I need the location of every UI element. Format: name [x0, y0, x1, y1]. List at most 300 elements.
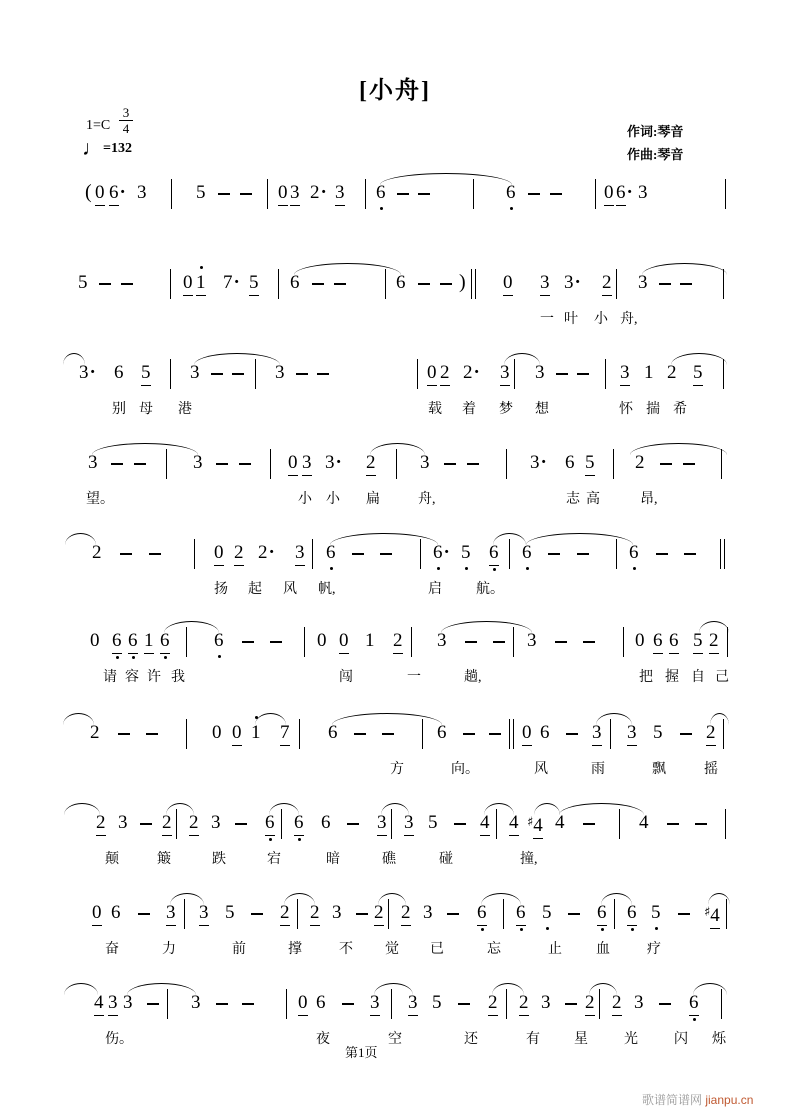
note-token [223, 272, 240, 295]
note-digit: 5 [542, 902, 552, 923]
note-token [634, 992, 644, 1015]
watermark-site-url: jianpu.cn [705, 1093, 754, 1107]
note-token [667, 362, 677, 385]
note-token [88, 452, 98, 475]
low-octave-dot [380, 207, 383, 210]
note-digit: 0 [212, 722, 222, 743]
note-digit: 3 [137, 182, 147, 203]
lyric-syllable: 觉 [385, 942, 399, 957]
note-token [516, 902, 526, 926]
note-digit: 3 [211, 812, 221, 833]
note-token [114, 362, 124, 385]
lyric-syllable: 止 [548, 942, 562, 957]
note-digit: 0 [232, 722, 242, 746]
note-digit: 3 [540, 272, 550, 296]
note-digit: 0 [214, 542, 224, 566]
slur-arc [596, 713, 632, 725]
note-token [522, 542, 532, 565]
note-token [428, 812, 438, 835]
note-digit: 2 [90, 722, 100, 743]
lyric-syllable: 簸 [157, 852, 171, 867]
note-digit: 2 [706, 722, 716, 746]
lyric-syllable: 雨 [591, 762, 605, 777]
note-digit: 3 [423, 902, 433, 923]
double-barline [720, 539, 725, 569]
note-token [95, 182, 105, 206]
note-digit: 1 [196, 272, 206, 296]
note-token [651, 902, 661, 925]
note-token [118, 812, 128, 835]
note-digit: 6 [565, 452, 575, 473]
slur-arc [284, 893, 315, 905]
lyric-syllable: 飘 [652, 762, 666, 777]
note-token [199, 902, 209, 926]
note-token [540, 722, 550, 745]
augmentation-dot: · [443, 542, 450, 563]
barline [623, 627, 624, 657]
note-token [339, 630, 349, 654]
barline [170, 359, 171, 389]
close-paren: ) [459, 271, 466, 293]
note-digit: 6 [290, 272, 300, 293]
note-token [704, 902, 720, 929]
note-digit: 2 [602, 272, 612, 296]
slur-arc [589, 983, 617, 995]
note-digit: 7 [223, 272, 233, 293]
note-token [489, 542, 499, 566]
note-token [196, 182, 206, 205]
slur-arc [381, 803, 409, 815]
note-digit: 2 [96, 812, 106, 836]
note-digit: 2 [234, 542, 244, 566]
note-token [604, 182, 614, 206]
barline [605, 359, 606, 389]
time-signature-denominator: 4 [122, 121, 130, 136]
low-octave-dot [633, 567, 636, 570]
note-token [365, 630, 375, 653]
duration-dash [354, 733, 366, 735]
duration-dash [134, 463, 146, 465]
duration-dash [458, 1003, 470, 1005]
note-digit: 3 [88, 452, 98, 473]
barline [186, 719, 187, 749]
note-digit: 3 [370, 992, 380, 1016]
duration-dash [149, 553, 161, 555]
note-digit: 3 [541, 992, 551, 1013]
note-digit: 3 [527, 630, 537, 651]
note-token [393, 630, 403, 654]
note-digit: 2 [393, 630, 403, 654]
note-token [461, 542, 471, 565]
note-token [653, 630, 663, 654]
slur-arc [194, 353, 280, 365]
slur-arc [630, 443, 727, 455]
composer-credit: 作曲:琴音 [627, 147, 684, 162]
note-digit: 0 [522, 722, 532, 746]
note-token [109, 182, 126, 206]
lyric-syllable: 伤。 [105, 1032, 133, 1047]
slur-arc [166, 803, 194, 815]
duration-dash [660, 463, 672, 465]
note-token [321, 812, 331, 835]
note-digit: 5 [141, 362, 151, 386]
note-digit: 2 [612, 992, 622, 1016]
note-token [527, 630, 537, 653]
note-token [108, 992, 118, 1016]
note-digit: 1 [365, 630, 375, 651]
low-octave-dot [526, 567, 529, 570]
barline [170, 269, 171, 299]
lyric-syllable: 昂, [640, 492, 658, 507]
note-digit: 6 [128, 630, 138, 654]
note-token [480, 812, 490, 836]
note-digit: 3 [620, 362, 630, 386]
note-token [302, 452, 312, 476]
note-token [597, 902, 607, 926]
lyric-syllable: 闪 [674, 1032, 688, 1047]
note-digit: 3 [634, 992, 644, 1013]
note-digit: 6 [111, 902, 121, 923]
slur-arc [170, 893, 204, 905]
sharp-accidental: ♯ [527, 815, 534, 830]
note-token [280, 722, 290, 746]
lyric-syllable: 扁 [366, 492, 380, 507]
note-digit: 3 [275, 362, 285, 383]
note-digit: 0 [90, 630, 100, 651]
note-token [404, 812, 414, 836]
note-digit: 6 [522, 542, 532, 563]
barline [270, 449, 271, 479]
barline [278, 269, 279, 299]
duration-dash [118, 733, 130, 735]
note-token [79, 362, 96, 385]
note-token [506, 182, 516, 205]
note-token [112, 630, 122, 654]
lyric-syllable: 疗 [647, 942, 661, 957]
note-digit: 3 [302, 452, 312, 476]
augmentation-dot: · [626, 182, 633, 203]
duration-dash [240, 193, 252, 195]
lyric-syllable: 希 [673, 402, 687, 417]
barline [506, 449, 507, 479]
duration-dash [583, 641, 595, 643]
note-digit: 2 [258, 542, 268, 563]
note-digit: 6 [506, 182, 516, 203]
lyric-syllable: 一 [540, 312, 554, 327]
lyric-syllable: 还 [464, 1032, 478, 1047]
quarter-note-icon: ♩ [82, 136, 103, 160]
slur-arc [64, 983, 98, 995]
lyric-syllable: 舟, [418, 492, 436, 507]
note-digit: 3 [638, 182, 648, 203]
slur-arc [710, 713, 729, 725]
duration-dash [684, 553, 696, 555]
duration-dash [232, 373, 244, 375]
note-token [144, 630, 154, 654]
note-digit: 4 [555, 812, 565, 833]
note-digit: 6 [597, 902, 607, 926]
lyric-syllable: 航。 [476, 582, 504, 597]
note-token [420, 452, 430, 475]
note-token [669, 630, 679, 654]
duration-dash [680, 733, 692, 735]
sharp-accidental: ♯ [704, 905, 711, 920]
lyric-syllable: 己 [715, 670, 729, 685]
slur-arc [294, 263, 401, 275]
note-token [332, 902, 342, 925]
note-token [509, 812, 519, 836]
duration-dash [440, 283, 452, 285]
note-digit: 6 [489, 542, 499, 566]
note-token [693, 630, 703, 654]
note-token [317, 630, 327, 653]
duration-dash [312, 283, 324, 285]
note-token [298, 992, 308, 1016]
low-octave-dot [465, 567, 468, 570]
note-token [644, 362, 654, 385]
note-digit: 3 [79, 362, 89, 383]
note-digit: 0 [339, 630, 349, 654]
duration-dash [317, 373, 329, 375]
note-digit: 3 [335, 182, 345, 206]
note-digit: 2 [310, 902, 320, 926]
slur-arc [481, 893, 521, 905]
note-digit: 6 [616, 182, 626, 206]
lyric-syllable: 风 [534, 762, 548, 777]
note-token [90, 630, 100, 653]
time-signature [119, 105, 133, 136]
note-digit: 3 [535, 362, 545, 383]
lyric-syllable: 已 [430, 942, 444, 957]
lyric-syllable: 宕 [267, 852, 281, 867]
note-digit: 2 [463, 362, 473, 383]
lyric-syllable: 揣 [646, 402, 660, 417]
note-token [488, 992, 498, 1016]
lyric-syllable: 许 [147, 670, 161, 685]
watermark [642, 1091, 753, 1108]
lyric-syllable: 小 [594, 312, 608, 327]
lyric-syllable: 夜 [316, 1032, 330, 1047]
lyric-syllable: 碰 [439, 852, 453, 867]
lyric-syllable: 起 [248, 582, 262, 597]
duration-dash [120, 553, 132, 555]
barline [312, 539, 313, 569]
lyric-syllable: 忘 [487, 942, 501, 957]
note-token [370, 992, 380, 1016]
note-token [374, 902, 384, 926]
note-token [627, 902, 637, 926]
note-digit: 3 [500, 362, 510, 386]
slur-arc [370, 443, 425, 455]
note-token [706, 722, 716, 746]
duration-dash [99, 283, 111, 285]
note-token [162, 812, 172, 836]
note-token [288, 452, 298, 476]
duration-dash [444, 463, 456, 465]
duration-dash [138, 913, 150, 915]
note-digit: 4 [94, 992, 104, 1016]
slur-arc [708, 893, 730, 905]
barline [417, 359, 418, 389]
note-token [612, 992, 622, 1016]
note-token [310, 182, 327, 205]
low-octave-dot [631, 928, 634, 931]
time-signature-numerator: 3 [119, 105, 133, 121]
note-token [166, 902, 176, 926]
barline [171, 179, 172, 209]
note-token [440, 362, 450, 386]
note-token [564, 272, 581, 295]
augmentation-dot: · [268, 542, 275, 563]
low-octave-dot [520, 928, 523, 931]
lyric-syllable: 力 [162, 942, 176, 957]
slur-arc [269, 803, 299, 815]
lyric-syllable: 向。 [451, 762, 479, 777]
note-token [214, 542, 224, 566]
note-digit: 6 [294, 812, 304, 836]
note-digit: 2 [310, 182, 320, 203]
note-token [693, 362, 703, 386]
key-signature: 1=C [86, 118, 111, 133]
note-token [160, 630, 170, 654]
duration-dash [667, 823, 679, 825]
note-token [585, 992, 595, 1016]
lyric-syllable: 帆, [318, 582, 336, 597]
lyric-syllable: 想 [535, 402, 549, 417]
note-token [463, 362, 480, 385]
note-token [519, 992, 529, 1016]
note-token [335, 182, 345, 206]
augmentation-dot: · [320, 182, 327, 203]
tempo-marking [82, 136, 132, 161]
duration-dash [577, 553, 589, 555]
note-digit: 3 [592, 722, 602, 746]
low-octave-dot [132, 656, 135, 659]
note-token [137, 182, 147, 205]
note-digit: 5 [249, 272, 259, 296]
note-token [540, 272, 550, 296]
note-token [189, 812, 199, 836]
note-token [278, 182, 288, 206]
duration-dash [147, 1003, 159, 1005]
note-digit: 6 [265, 812, 275, 836]
duration-dash [397, 193, 409, 195]
slur-arc [493, 533, 526, 545]
note-token [183, 272, 193, 296]
duration-dash [555, 641, 567, 643]
duration-dash [235, 823, 247, 825]
note-digit: 5 [78, 272, 88, 293]
note-digit: 3 [295, 542, 305, 566]
duration-dash [656, 553, 668, 555]
duration-dash [659, 1003, 671, 1005]
slur-arc [559, 803, 644, 815]
duration-dash [568, 913, 580, 915]
note-token [310, 902, 320, 926]
barline [595, 179, 596, 209]
duration-dash [251, 913, 263, 915]
note-token [96, 812, 106, 836]
note-digit: 3 [108, 992, 118, 1016]
duration-dash [695, 823, 707, 825]
lyric-syllable: 母 [139, 402, 153, 417]
note-token [638, 272, 648, 295]
low-octave-dot [546, 927, 549, 930]
note-token [196, 272, 206, 296]
note-digit: 0 [503, 272, 513, 296]
note-token [328, 722, 338, 745]
note-token [212, 722, 222, 745]
note-token [427, 362, 437, 386]
slur-arc [504, 353, 540, 365]
low-octave-dot [116, 656, 119, 659]
note-token [555, 812, 565, 835]
note-token [408, 992, 418, 1016]
duration-dash [678, 913, 690, 915]
note-digit: 2 [374, 902, 384, 926]
lyric-syllable: 风 [283, 582, 297, 597]
note-token [280, 902, 290, 926]
note-token [639, 812, 649, 835]
duration-dash [659, 283, 671, 285]
slur-arc [255, 713, 286, 725]
note-digit: 3 [118, 812, 128, 833]
note-digit: 5 [653, 722, 663, 743]
lyric-syllable: 一 [407, 670, 421, 685]
note-digit: 0 [298, 992, 308, 1016]
note-token [249, 272, 259, 296]
note-token [437, 630, 447, 653]
note-digit: 4 [533, 815, 543, 839]
note-token [275, 362, 285, 385]
note-token [141, 362, 151, 386]
note-digit: 2 [585, 992, 595, 1016]
duration-dash [347, 823, 359, 825]
lyric-syllable: 前 [232, 942, 246, 957]
augmentation-dot: · [473, 362, 480, 383]
note-digit: 5 [196, 182, 206, 203]
note-digit: 3 [199, 902, 209, 926]
note-token [620, 362, 630, 386]
barline [616, 269, 617, 299]
note-digit: 6 [477, 902, 487, 926]
note-digit: 4 [639, 812, 649, 833]
slur-arc [330, 533, 438, 545]
duration-dash [218, 193, 230, 195]
duration-dash [211, 373, 223, 375]
note-digit: 6 [326, 542, 336, 563]
note-digit: 3 [420, 452, 430, 473]
note-digit: 0 [427, 362, 437, 386]
augmentation-dot: · [89, 362, 96, 383]
note-token [128, 630, 138, 654]
note-digit: 6 [328, 722, 338, 743]
duration-dash [493, 641, 505, 643]
slur-arc [374, 983, 413, 995]
note-digit: 0 [288, 452, 298, 476]
note-token [503, 272, 513, 296]
note-token [638, 182, 648, 205]
note-token [592, 722, 602, 746]
lyric-syllable: 怀 [619, 402, 633, 417]
note-digit: 2 [280, 902, 290, 926]
low-octave-dot [218, 655, 221, 658]
augmentation-dot: · [540, 452, 547, 473]
lyric-syllable: 望。 [86, 492, 114, 507]
lyric-syllable: 血 [596, 942, 610, 957]
page-number: 第1页 [345, 1045, 378, 1060]
lyric-syllable: 暗 [326, 852, 340, 867]
